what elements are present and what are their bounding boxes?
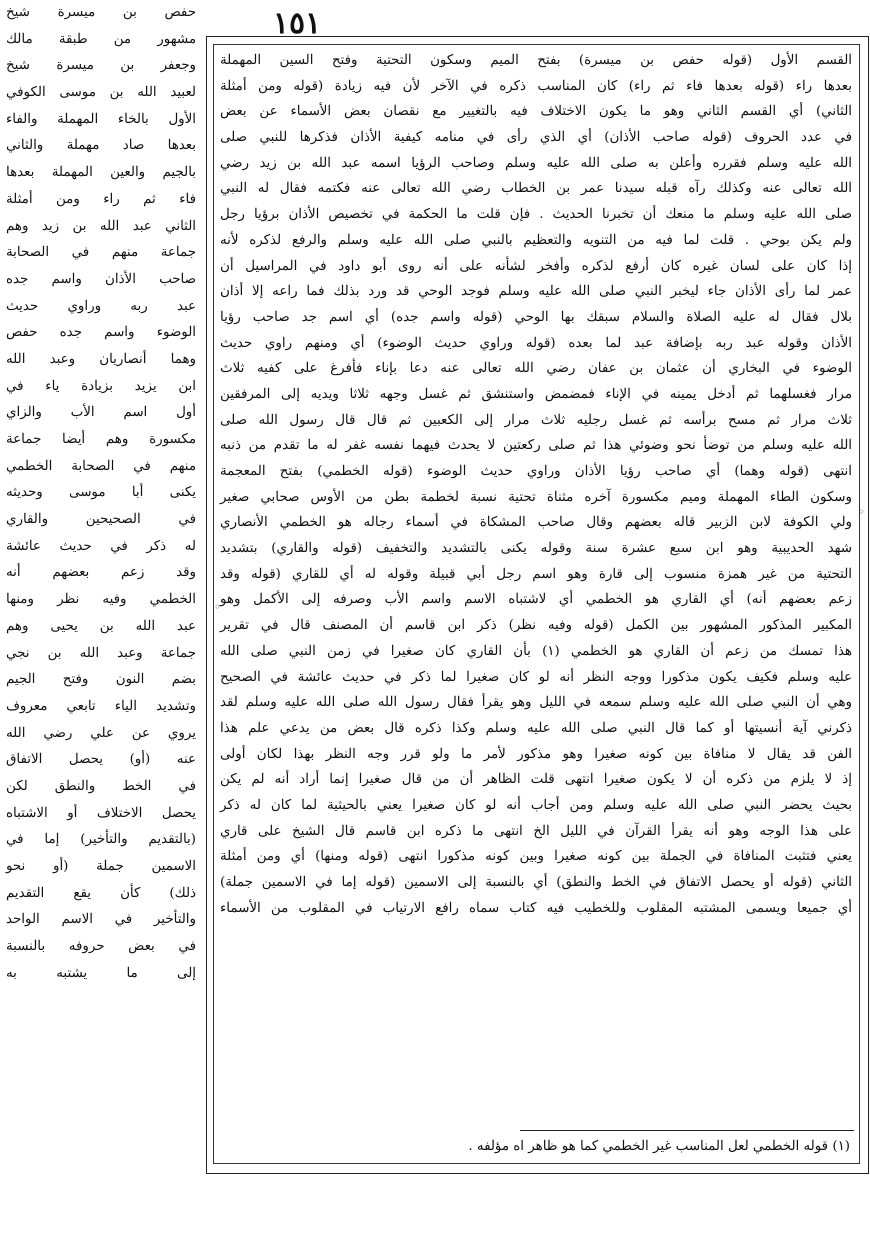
commentary-line: انتهى (قوله وهما) أي صاحب رؤيا الأذان وراوي حديث الوضوء (قوله الخطمي) بفتح المعجمة <box>220 464 852 479</box>
margin-line: صاحب الأذان واسم جده <box>6 271 196 287</box>
commentary-line: الثاني (قوله أو يحصل الاتفاق في الخط والنطق) أي بالنسبة إلى الاسمين (قوله إما في الاسمين جملة) <box>220 875 852 890</box>
margin-line: يروي عن علي رضي الله <box>6 725 196 741</box>
margin-line: عبد ربه وراوي حديث <box>6 298 196 314</box>
margin-line: الاسمين جملة (أو نحو <box>6 859 196 874</box>
commentary-line: ذكرني آية أنسيتها أو كما قال النبي صلى الله عليه وسلم وكذا ذكره قال بعض من يدعي علم هذا <box>220 720 852 736</box>
margin-line: وجعفر بن ميسرة شيخ <box>6 58 196 74</box>
margin-mark: ◦ <box>214 600 222 614</box>
margin-line: في الصحيحين والقاري <box>6 512 196 528</box>
commentary-line: عمر لما رأى الأذان جاء ليخبر النبي صلى الله عليه وسلم فوجد الوحي قد ورد بذلك فما راعه إلا أذان <box>220 284 852 300</box>
commentary-line: بلال فقال له عليه الصلاة والسلام سبقك بها الوحي (قوله واسم جده) أي اسم جد صاحب رؤيا <box>220 309 852 325</box>
margin-line: وهما أنصاريان وعبد الله <box>6 351 196 367</box>
footnote-divider <box>520 1130 854 1131</box>
margin-line: ابن يزيد بزيادة ياء في <box>6 378 196 394</box>
page-number: ١٥١ <box>272 6 322 41</box>
commentary-text-block <box>214 48 858 1120</box>
commentary-line: ولي الكوفة لابن الزبير قاله بعضهم وقال صاحب المشكاة في أسماء رجاله هو الخطمي الأنصاري <box>220 515 852 531</box>
margin-line: عبد الله بن يحيى وهم <box>6 618 196 634</box>
commentary-line: الثاني) أي القسم الثاني وهو ما يكون الاختلاف فيه بالتغيير مع نقصان بعض الأسماء عن بعض <box>220 104 852 120</box>
margin-line: عنه (أو) يحصل الاتفاق <box>6 752 196 768</box>
margin-line: لعبيد الله بن موسى الكوفي <box>6 85 196 101</box>
commentary-line: الله عليه وسلم فقرره وأعلن به صلى الله عليه وسلم وصاحب الرؤيا اسمه عبد الله بن زيد رضي <box>220 155 852 171</box>
margin-line: الثاني عبد الله بن زيد وهم <box>6 218 196 234</box>
commentary-line: مرار فغسلهما ثم أدخل يمينه في الإناء فمضمض واستنشق ثم غسل وجهه ثلاثا ويديه إلى المرفقين <box>220 386 852 402</box>
margin-line: مكسورة وهم أيضا جماعة <box>6 432 196 447</box>
margin-line: في بعض حروفه بالنسبة <box>6 939 196 955</box>
commentary-line: هذا تمسك من زعم أن القاري هو الخطمي (١) بأن القاري كان صغيرا في زمن النبي صلى الله <box>220 643 852 659</box>
margin-line: منهم في الصحابة الخطمي <box>6 458 196 474</box>
margin-line: بالجيم والعين المهملة بعدها <box>6 165 196 181</box>
footnote: (١) قوله الخطمي لعل المناسب غير الخطمي كما هو ظاهر اه مؤلفه . <box>468 1139 850 1154</box>
margin-line: جماعة منهم في الصحابة <box>6 245 196 261</box>
commentary-line: عليه وسلم فكيف يكون مذكورا ووجه النظر أنه لو كان صغيرا لما ذكر في حديث عائشة في الصحيح <box>220 669 852 685</box>
commentary-line: بعدها راء (قوله بعدها فاء ثم راء) كان المناسب ذكره في الآخر لأن فيه زيادة (قوله ومن أمثلة <box>220 78 852 94</box>
commentary-line: ثلاث مرار ثم مسح برأسه ثم غسل رجليه ثلاث مرار إلى الكعبين ثم قال قال رسول الله صلى <box>220 412 852 428</box>
margin-line: وتشديد الياء تابعي معروف <box>6 698 196 714</box>
margin-line: يكنى أبا موسى وحديثه <box>6 485 196 501</box>
margin-line: له ذكر في حديث عائشة <box>6 538 196 554</box>
commentary-line: أي جميعا ويسمى المشتبه المقلوب وللخطيب فيه كتاب سماه رافع الارتياب في المقلوب من الأسماء <box>220 900 852 916</box>
margin-matn-column <box>2 0 204 1225</box>
margin-line: الوضوء واسم جده حفص <box>6 325 196 341</box>
margin-line: وقد زعم بعضهم أنه <box>6 565 196 581</box>
commentary-line: الفن قد يقال لا منافاة بين كونه صغيرا وهو مذكور لأمر ما ولو قرر وجه النظر بهذا لكان أولى <box>220 746 852 762</box>
commentary-line: وهي أن النبي صلى الله عليه وسلم سمعه في الليل وهو يقرأ فقال رسول الله صلى الله عليه وسلم لقد <box>220 695 852 711</box>
commentary-line: بحيث يحضر النبي صلى الله عليه وسلم ومن أجاب أنه لو كان صغيرا يعني بالحيثية لما كان له ذكر <box>220 797 852 813</box>
margin-line: الأول بالخاء المهملة والفاء <box>6 111 196 127</box>
margin-line: مشهور من طبقة مالك <box>6 31 196 47</box>
commentary-line: الوضوء في البخاري أن عثمان بن عفان رضي الله تعالى عنه دعا بإناء فأفرغ على كفيه ثلاث <box>220 361 852 377</box>
margin-line: والتأخير في الاسم الواحد <box>6 912 196 928</box>
margin-line: يحصل الاختلاف أو الاشتباه <box>6 805 196 821</box>
commentary-line: الله تعالى عنه وكذلك رآه قبله سيدنا عمر بن الخطاب رضي الله تعالى عنه فكتمه فقال له النبي <box>220 181 852 197</box>
margin-line: فاء ثم راء ومن أمثلة <box>6 191 196 207</box>
commentary-line: ولم يكن بوحي . قلت لما فيه من التنويه والتعظيم بالنبي صلى الله عليه وسلم والرفع لذكره لأنه <box>220 232 852 248</box>
margin-line: جماعة وعبد الله بن نجي <box>6 645 196 661</box>
margin-mark: ◦ <box>858 505 866 519</box>
margin-line: ذلك) كأن يقع التقديم <box>6 885 196 901</box>
commentary-line: على هذا الوجه وهو أنه يقرأ القرآن في الليل الخ انتهى ما ذكره ابن قاسم قال الشيخ على قاري <box>220 823 852 839</box>
commentary-line: وسكون الطاء المهملة وميم مكسورة آخره مثناة تحتية نسبة لخطمة بطن من الأوس صحابي صغير <box>220 489 852 505</box>
commentary-line: يعني فتثبت المنافاة في الجملة بين كونه صغيرا وبين كونه مذكورا انتهى (قوله ومنها) أي ومن أمثلة <box>220 849 852 865</box>
commentary-line: الله عليه وسلم من توضأ نحو وضوئي هذا ثم صلى ركعتين لا يحدث فيهما نفسه غفر له ما تقدم من ذنبه <box>220 438 852 454</box>
margin-line: أول اسم الأب والزاي <box>6 405 196 421</box>
margin-line: حفص بن ميسرة شيخ <box>6 5 196 20</box>
margin-line: الخطمي وفيه نظر ومنها <box>6 592 196 608</box>
margin-line: إلى ما يشتبه به <box>6 965 196 981</box>
commentary-line: في عدد الحروف (قوله صاحب الأذان) أي الذي رأى في منامه كيفية الأذان فذكرها للنبي صلى <box>220 130 852 146</box>
margin-line: (بالتقديم والتأخير) إما في <box>6 832 196 848</box>
commentary-line: زعم بعضهم أنه) أي القاري هو الخطمي أي لاشتباه الاسم واسم الأب وصرفه إلى الأكمل وهو <box>220 592 852 608</box>
commentary-line: شهد الحديبية وهو ابن سبع عشرة سنة وقوله يكنى بالتشديد والتخفيف (قوله والقاري) بتشديد <box>220 541 852 557</box>
commentary-line: إذ لا يلزم من ذكره أن لا يكون صغيرا انتهى قلت الظاهر أن من قال صغيرا إنما أراد أنه لم يكن <box>220 772 852 788</box>
commentary-line: التحتية من غير همزة منسوب إلى قارة وهو اسم رجل أبي قبيلة وقوله له أي للقاري (قوله وقد <box>220 566 852 582</box>
commentary-line: الأذان وقوله عبد ربه بإضافة عبد لما بعده (قوله وراوي حديث الوضوء) أي ومنهم راوي حديث <box>220 335 852 351</box>
commentary-line: القسم الأول (قوله حفص بن ميسرة) بفتح الميم وسكون التحتية وفتح السين المهملة <box>220 53 852 68</box>
margin-line: في الخط والنطق لكن <box>6 778 196 794</box>
margin-line: بضم النون وفتح الجيم <box>6 672 196 688</box>
commentary-line: المكبير المذكور المشهور بين الكمل (قوله وفيه نظر) ذكر ابن قاسم أن المصنف قال في تقرير <box>220 618 852 634</box>
margin-line: بعدها صاد مهملة والثاني <box>6 138 196 154</box>
commentary-line: صلى الله عليه وسلم ما منعك أن تخبرنا الحديث . فإن قلت ما الحكمة في تخصيص الأذان برؤيا رجل <box>220 207 852 223</box>
commentary-line: إذا كان على لسان غيره كان أرفع لذكره وأفخر لشأنه على أنه روى أبو داود في المراسيل أن <box>220 258 852 274</box>
